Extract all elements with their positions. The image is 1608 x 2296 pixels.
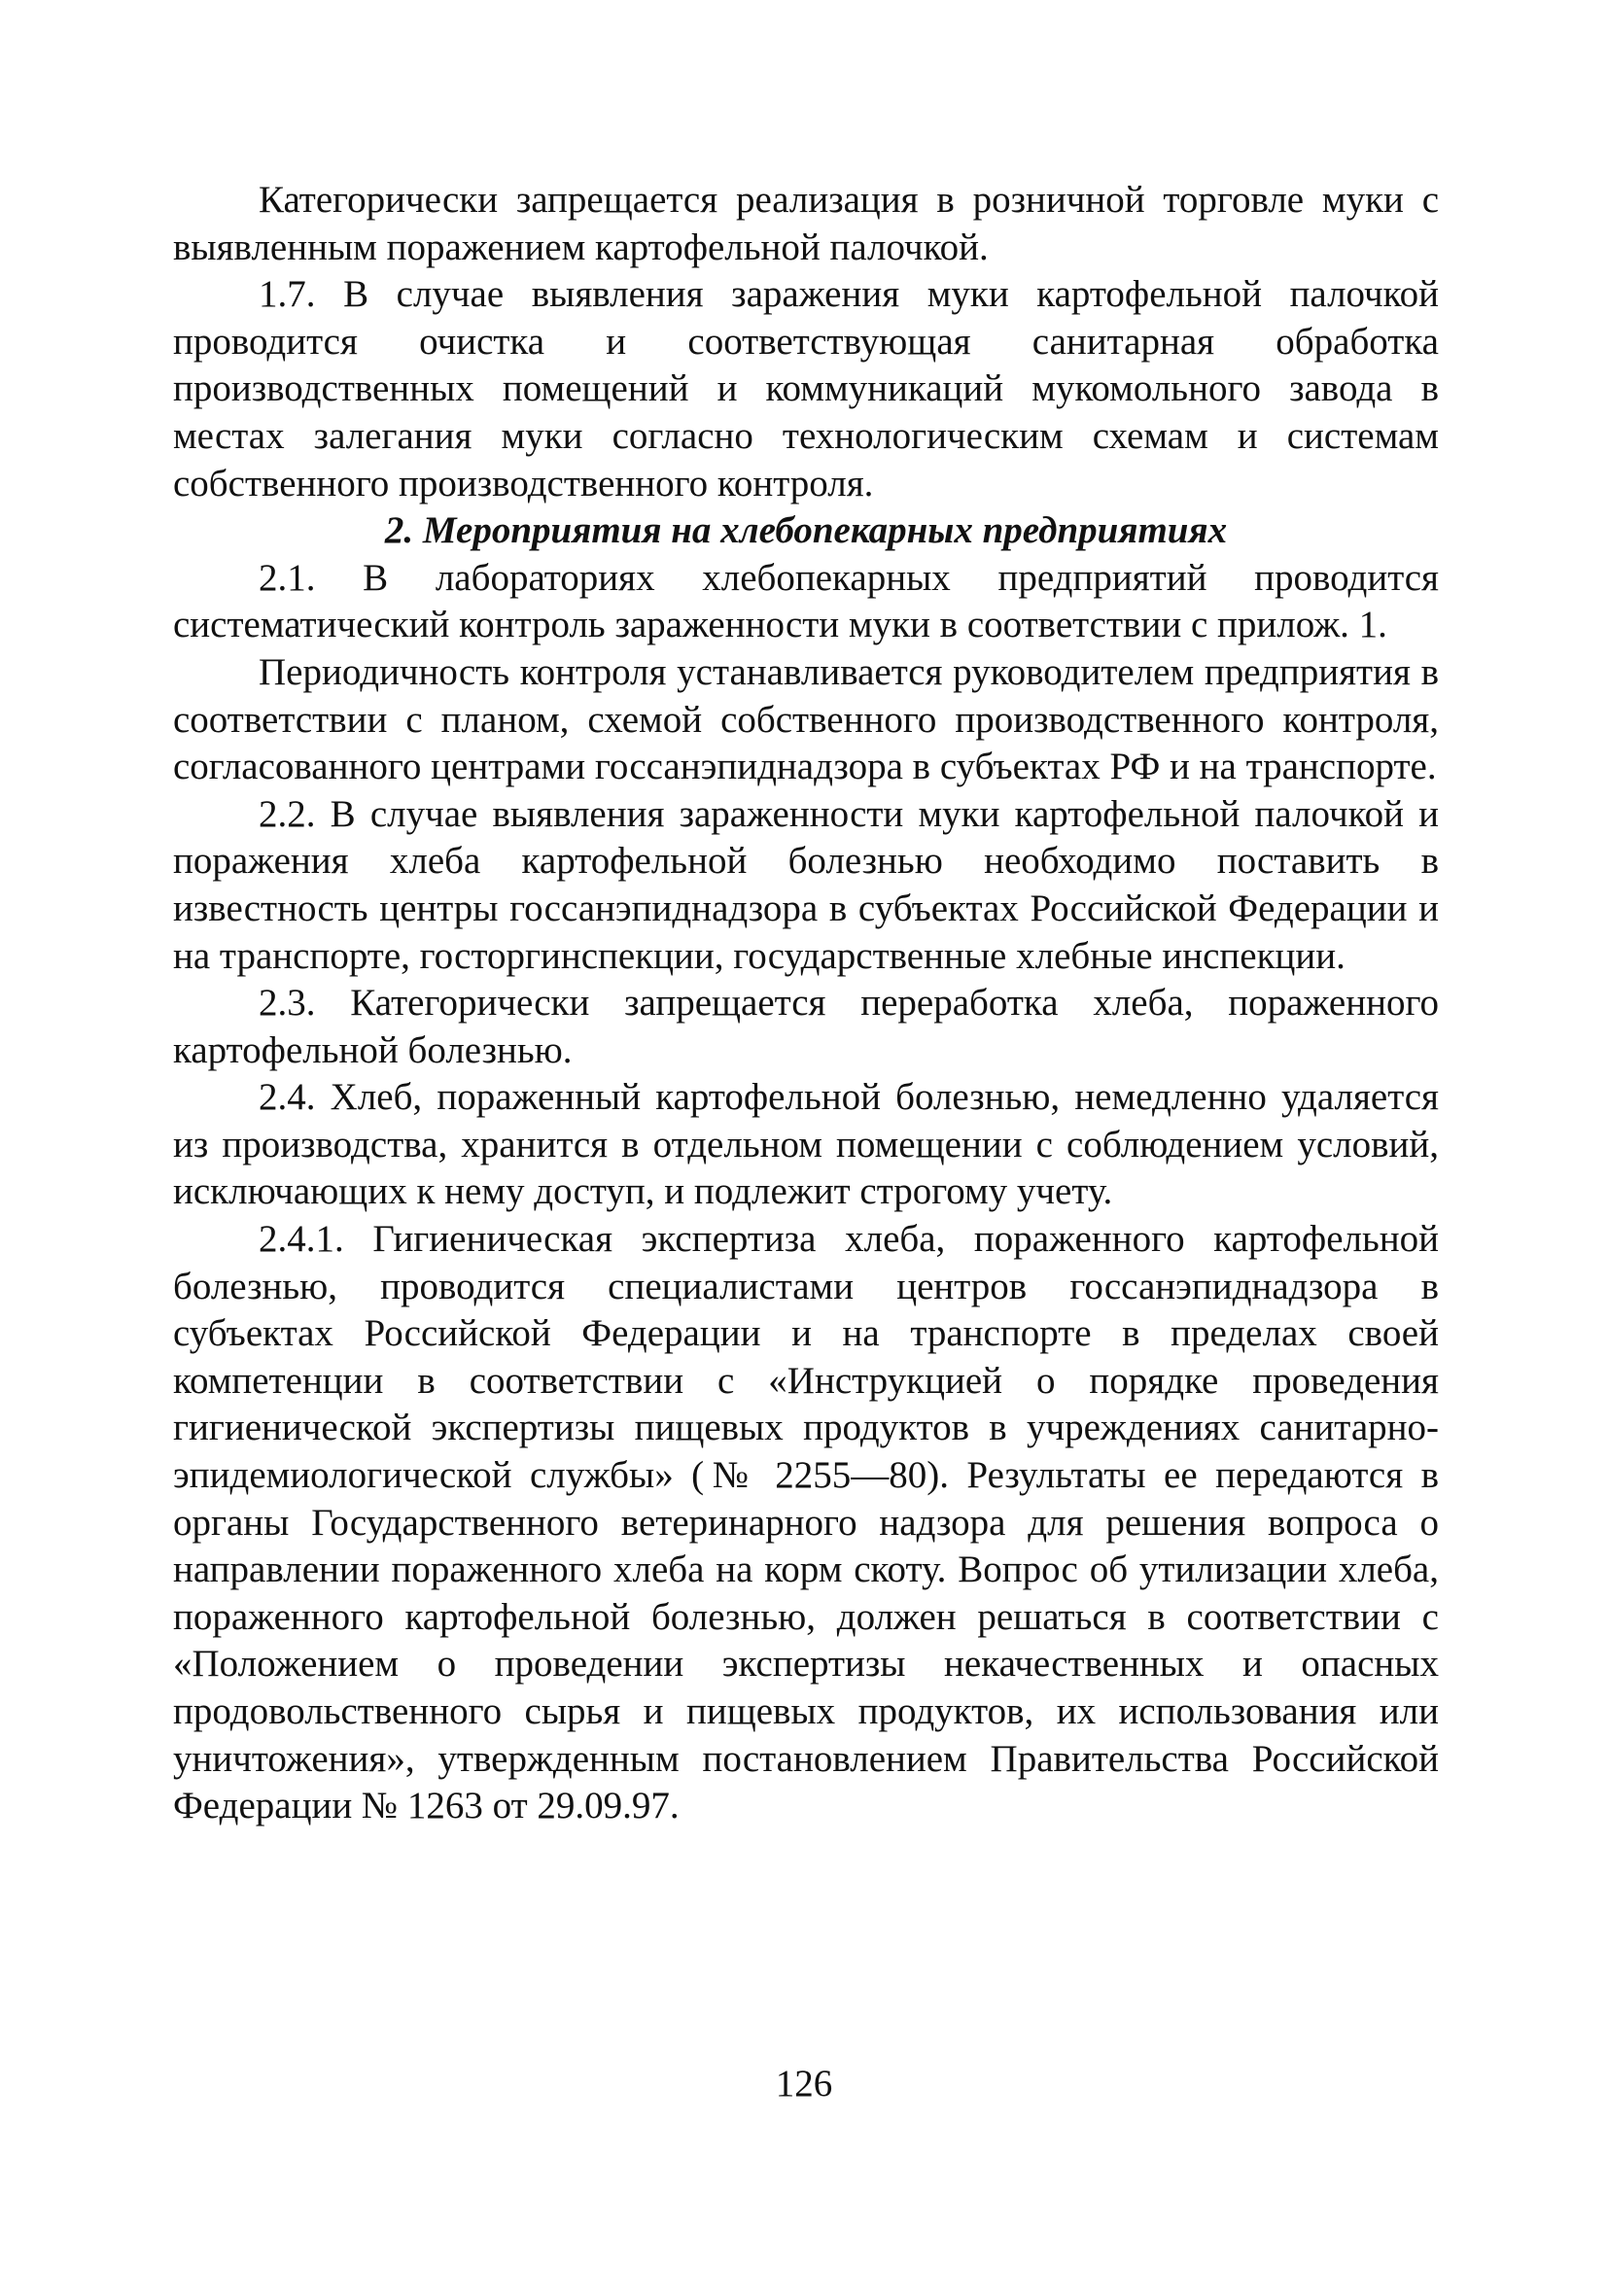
paragraph-control-periodicity: Периодичность контроля устанавливается руководителем предприятия в соответствии с планом, схемой собственного производственного контроля, согласованного центрами госсанэпиднадзора в субъектах РФ и на транспорте. [173, 650, 1439, 788]
paragraph-2-2: 2.2. В случае выявления зараженности муки картофельной палочкой и поражения хлеба картофельной болезнью необходимо поставить в известность центры госсанэпиднадзора в субъектах Российской Федерации и на транспорте, госторгинспекции, государственные хлебные инспекции. [173, 792, 1439, 977]
paragraph-2-4: 2.4. Хлеб, пораженный картофельной болезнью, немедленно удаляется из производства, хранится в отдельном помещении с соблюдением условий, исключающих к нему доступ, и подлежит строгому учету. [173, 1076, 1439, 1213]
paragraph-2-3: 2.3. Категорически запрещается переработка хлеба, пораженного картофельной болезнью. [173, 982, 1439, 1071]
paragraph-flour-sale-ban: Категорически запрещается реализация в розничной торговле муки с выявленным поражением картофельной палочкой. [173, 179, 1439, 268]
page-number: 126 [775, 2063, 833, 2105]
paragraph-1-7: 1.7. В случае выявления заражения муки картофельной палочкой проводится очистка и соответствующая санитарная обработка производственных помещений и коммуникаций мукомольного завода в местах залегания муки согласно технологическим схемам и системам собственного производственного контроля. [173, 273, 1439, 504]
section-heading: 2. Мероприятия на хлебопекарных предприятиях [384, 509, 1228, 552]
paragraph-2-1: 2.1. В лабораториях хлебопекарных предприятий проводится систематический контроль зараженности муки в соответствии с прилож. 1. [173, 556, 1439, 646]
page-body [173, 177, 1439, 1830]
paragraph-2-4-1: 2.4.1. Гигиеническая экспертиза хлеба, пораженного картофельной болезнью, проводится специалистами центров госсанэпиднадзора в субъектах Российской Федерации и на транспорте в пределах своей компетенции в соответствии с «Инструкцией о порядке проведения гигиенической экспертизы пищевых продуктов в учреждениях санитарно-эпидемиологической службы» (№ 2255—80). Результаты ее передаются в органы Государственного ветеринарного надзора для решения вопроса о направлении пораженного хлеба на корм скоту. Вопрос об утилизации хлеба, пораженного картофельной болезнью, должен решаться в соответствии с «Положением о проведении экспертизы некачественных и опасных продовольственного сырья и пищевых продуктов, их использования или уничтожения», утвержденным постановлением Правительства Российской Федерации № 1263 от 29.09.97. [173, 1218, 1439, 1827]
